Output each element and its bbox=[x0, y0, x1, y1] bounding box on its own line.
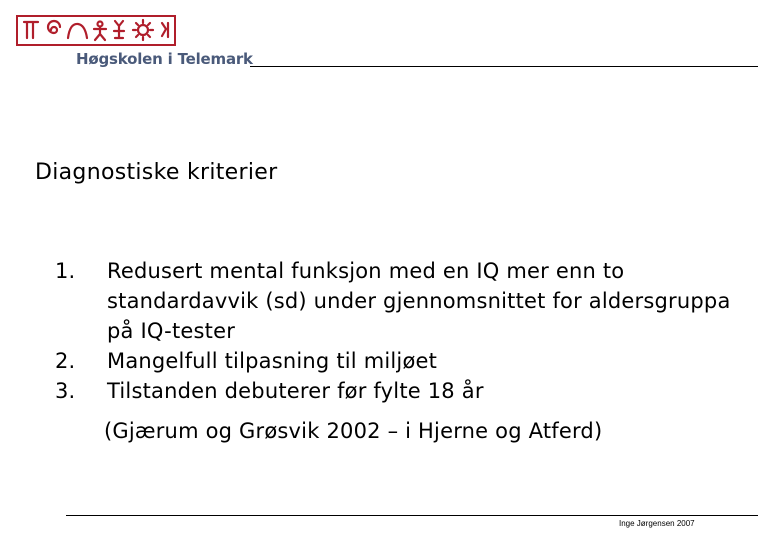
footer-credit: Inge Jørgensen 2007 bbox=[619, 519, 695, 528]
criteria-text: Tilstanden debuterer før fylte 18 år bbox=[107, 379, 484, 403]
criteria-item bbox=[55, 256, 745, 346]
institution-logo bbox=[16, 15, 176, 46]
criteria-list bbox=[55, 256, 745, 406]
footer-divider bbox=[66, 515, 758, 516]
institution-name: Høgskolen i Telemark bbox=[76, 50, 253, 68]
criteria-text: Redusert mental funksjon med en IQ mer enn to standardavvik (sd) under gjennomsnittet for aldersgruppa på IQ-tester bbox=[107, 259, 731, 343]
petroglyph-symbols-logo-icon bbox=[18, 17, 174, 44]
criteria-number: 1. bbox=[55, 259, 76, 283]
criteria-number: 2. bbox=[55, 349, 76, 373]
criteria-number: 3. bbox=[55, 379, 76, 403]
criteria-item bbox=[55, 346, 745, 376]
citation: (Gjærum og Grøsvik 2002 – i Hjerne og Atferd) bbox=[104, 419, 603, 443]
slide-title: Diagnostiske kriterier bbox=[35, 160, 278, 185]
criteria-text: Mangelfull tilpasning til miljøet bbox=[107, 349, 438, 373]
criteria-item bbox=[55, 376, 745, 406]
header-divider bbox=[250, 66, 758, 67]
